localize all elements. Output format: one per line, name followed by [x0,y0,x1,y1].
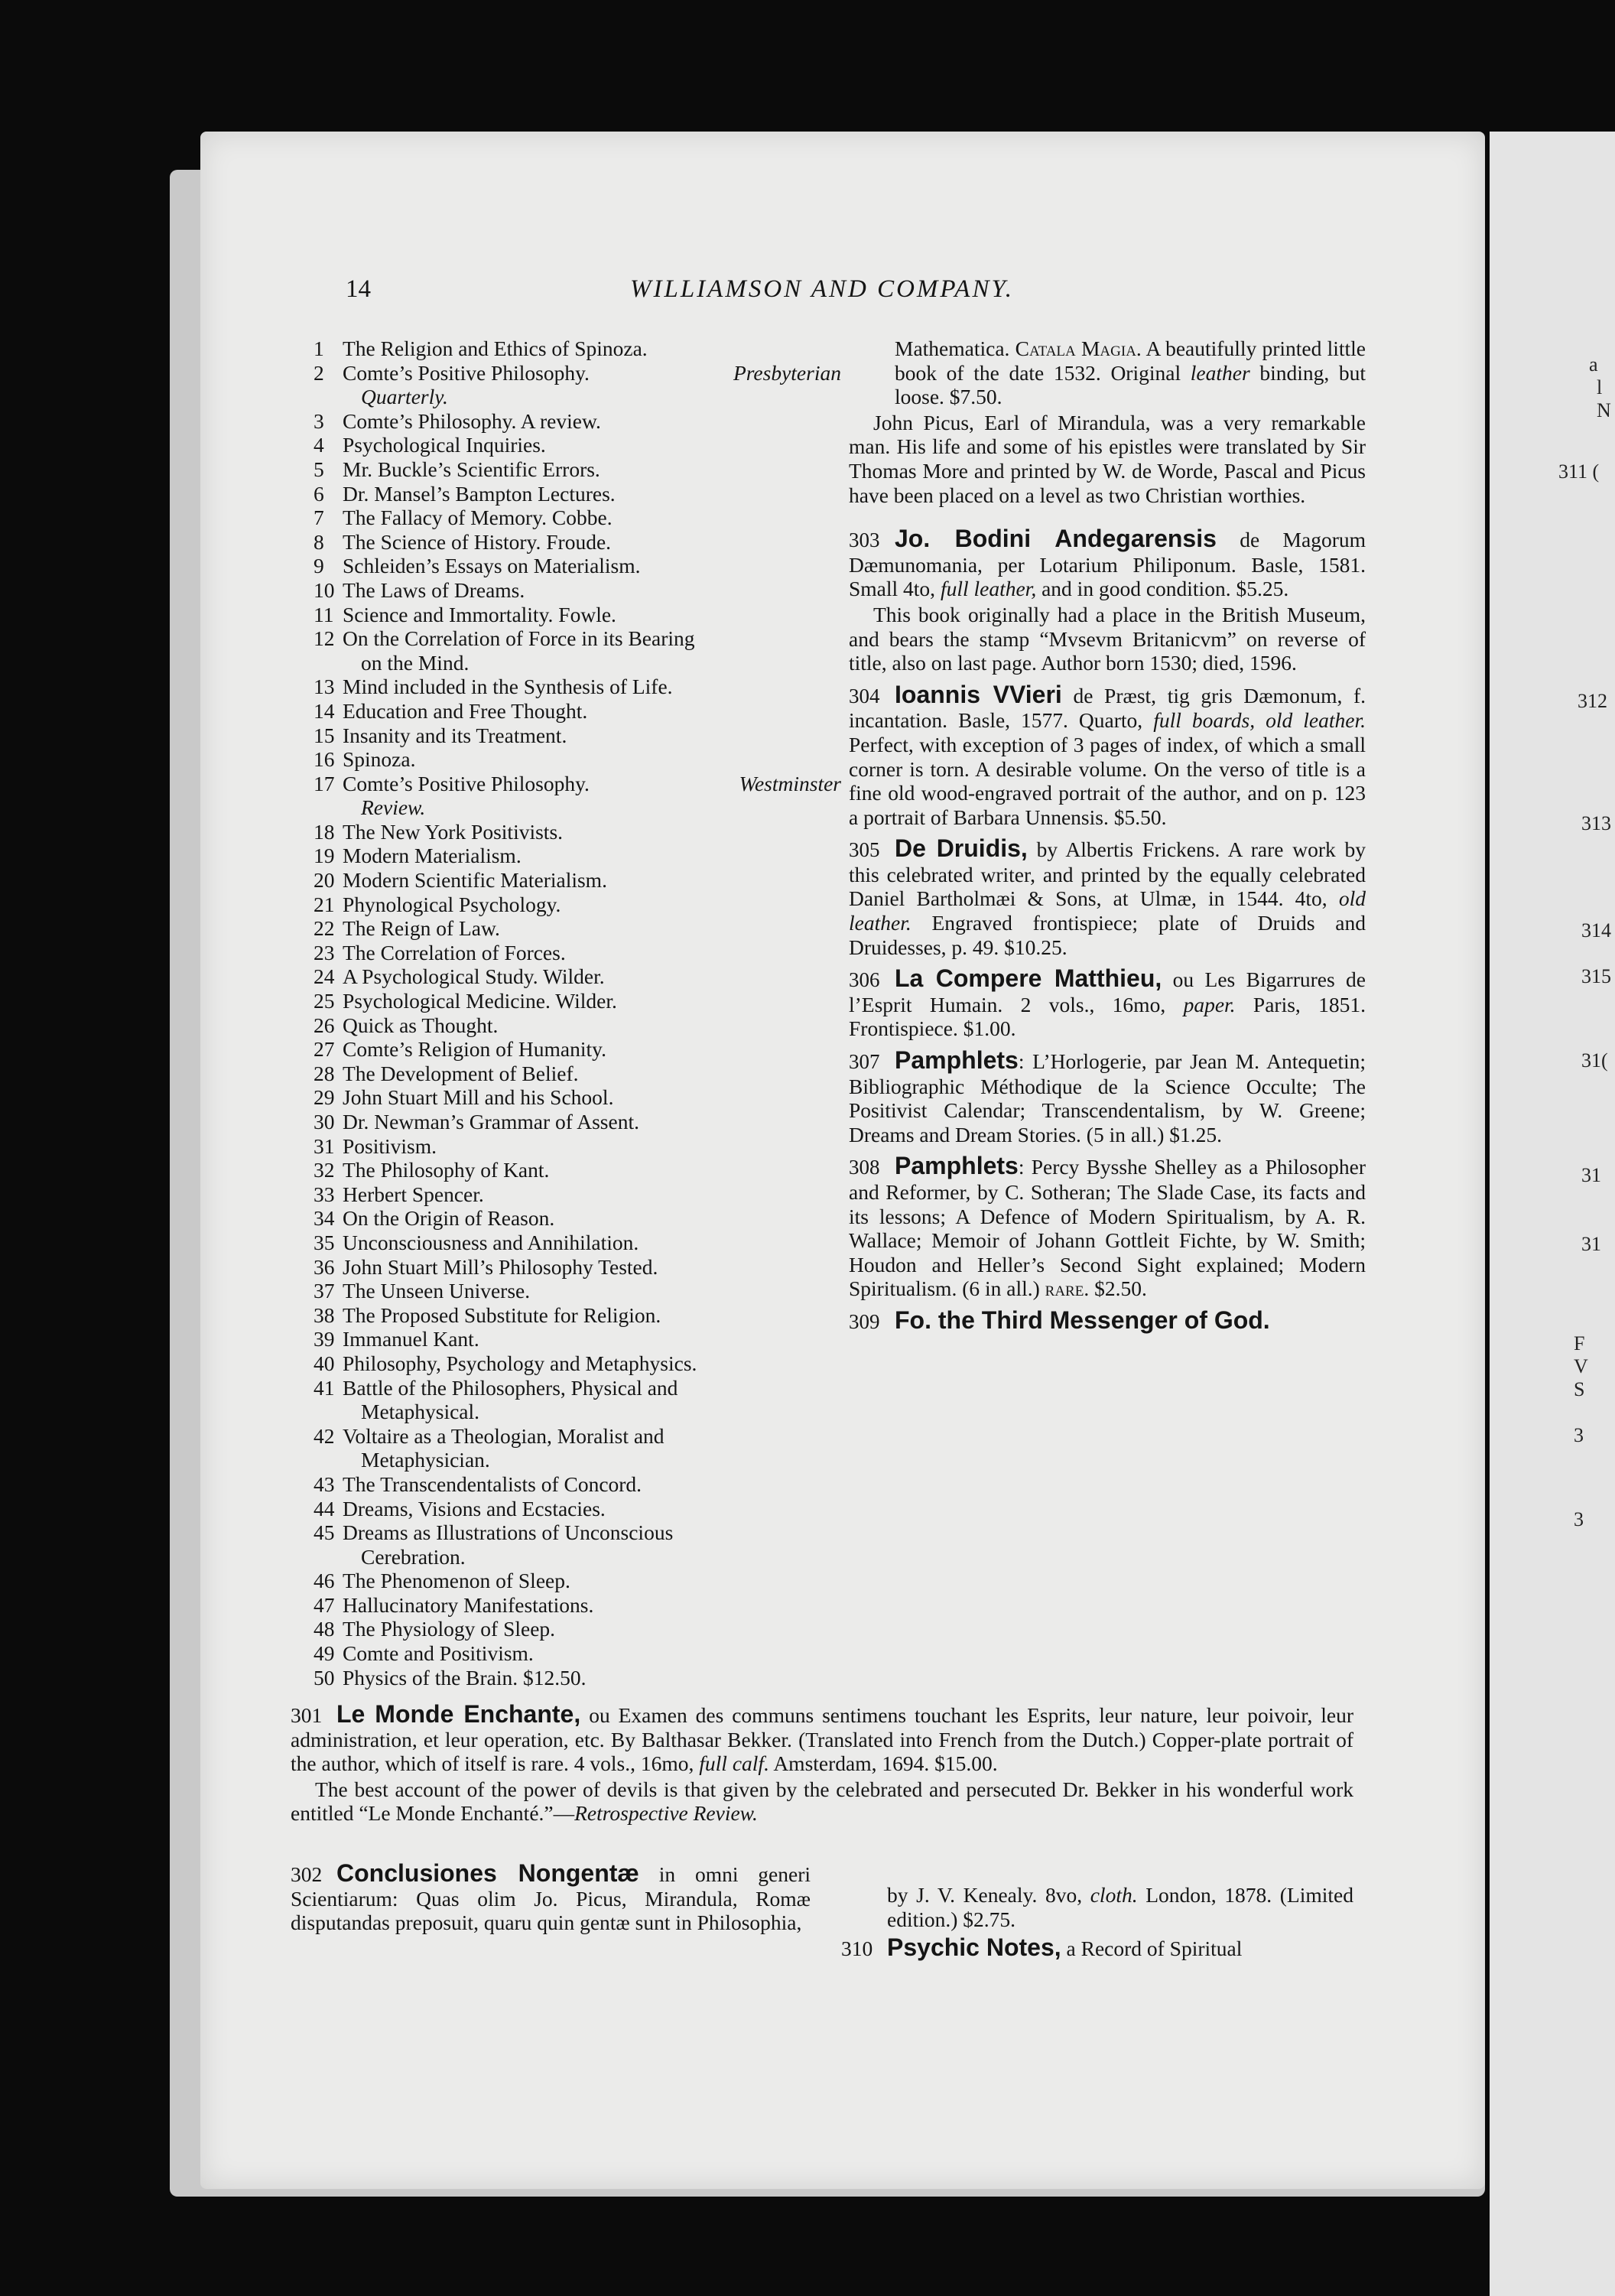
list-item-number: 28 [314,1061,335,1085]
list-item-title: Comte’s Positive Philosophy. Westminster Review. [343,771,841,820]
list-item [314,1593,841,1618]
list-item-title: The Phenomenon of Sleep. [343,1569,570,1593]
list-item [314,433,841,457]
list-item-number: 2 [314,360,324,385]
catalog-entry-306: 306 La Compere Matthieu, ou Les Bigarrures de l’Esprit Humain. 2 vols., 16mo, paper. Paris, 1851. Frontispiece. $1.00. [849,964,1366,1041]
list-item [314,868,841,893]
list-item-number: 1 [314,337,324,360]
list-item-number: 16 [314,747,335,772]
next-page-fragment: l [1597,376,1603,398]
list-item [314,1472,841,1497]
list-item [314,578,841,603]
list-item-title: Comte’s Positive Philosophy. Presbyterian Quarterly. [343,360,841,409]
next-page-fragment: N [1597,399,1611,421]
list-item-number: 12 [314,626,335,651]
list-item [314,361,841,409]
list-item-title: The Science of History. Froude. [343,529,612,554]
list-item [314,820,841,844]
list-item-title: The Correlation of Forces. [343,940,566,964]
list-item-title: Hallucinatory Manifestations. [343,1592,594,1617]
list-item [314,1351,841,1376]
list-item-title: The Reign of Law. [343,916,500,941]
catalog-entry-303: 303 Jo. Bodini Andegarensis de Magorum Dæmunomania, per Lotarium Philiponum. Basle, 1581. Small 4to, full leather, and in good condition. $5.25. [849,525,1366,601]
catalog-entry-305: 305 De Druidis, by Albertis Frickens. A rare work by this celebrated writer, and printed by the equally celebrated Daniel Bartholmæi & Sons, at Ulmæ, in 1544. 4to, old leather. Engraved frontispiece; plate of Druids and Druidesses, p. 49. $10.25. [849,834,1366,959]
list-item-title: The Transcendentalists of Concord. [343,1472,642,1496]
next-page-fragment: 314 [1581,919,1611,941]
list-item [314,1666,841,1690]
list-item [314,699,841,724]
list-item-number: 14 [314,698,335,723]
list-item-title: The Unseen Universe. [343,1279,531,1303]
list-item [314,893,841,917]
list-item-title: Comte’s Philosophy. A review. [343,408,601,433]
list-item [314,772,841,820]
catalog-entry-307: 307 Pamphlets: L’Horlogerie, par Jean M. Antequetin; Bibliographic Méthodique de la Science Occulte; The Positivist Calendar; Transcendentalism, by W. Greene; Dreams and Dream Stories. (5 in all.) $1.25. [849,1046,1366,1146]
next-page-fragment: 315 [1581,965,1611,987]
catalog-entry-308: 308 Pamphlets: Percy Bysshe Shelley as a Philosopher and Reformer, by C. Sotheran; The Slade Case, its facts and its lessons; A Defence of Modern Spiritualism, by A. R. Wallace; Memoir of Johann Gottleit Fichte, by W. Smith; Houdon and Heller’s Second Sight explained; Modern Spiritualism. (6 in all.) rare. $2.50. [849,1152,1366,1301]
next-page-fragment: S [1574,1378,1585,1400]
list-item-title: Dreams, Visions and Ecstacies. [343,1496,606,1520]
next-page-fragment: 312 [1578,690,1607,712]
list-item-title: Modern Scientific Materialism. [343,868,607,893]
list-item-number: 45 [314,1520,335,1545]
list-item-number: 44 [314,1496,335,1520]
list-item-title: A Psychological Study. Wilder. [343,964,605,989]
list-item-number: 34 [314,1206,335,1231]
catalog-entry-309: 309 Fo. the Third Messenger of God. [849,1306,1270,1334]
list-item-number: 43 [314,1472,335,1496]
list-item-number: 33 [314,1182,335,1206]
entry-note: John Picus, Earl of Mirandula, was a very remarkable man. His life and some of his epistles were translated by Sir Thomas More and printed by W. de Worde, Pascal and Picus have been placed on a level as two Christian worthies. [849,410,1366,507]
list-item-title: Education and Free Thought. [343,698,588,723]
list-item [314,916,841,941]
list-item-number: 25 [314,989,335,1013]
list-item-number: 23 [314,940,335,964]
list-item-title: Philosophy, Psychology and Metaphysics. [343,1351,697,1375]
list-item [314,1037,841,1062]
list-item [314,1255,841,1280]
list-item [314,626,841,675]
list-item-title: The Fallacy of Memory. Cobbe. [343,506,613,530]
list-item [314,747,841,772]
list-item-title: Modern Materialism. [343,844,522,868]
list-item-title: The Religion and Ethics of Spinoza. [343,337,648,360]
list-item-title: On the Origin of Reason. [343,1206,555,1231]
list-item [314,530,841,554]
list-item-number: 41 [314,1375,335,1400]
next-page-fragment: a [1589,353,1598,376]
list-item-title: Voltaire as a Theologian, Moralist and Metaphysician. [343,1423,665,1472]
list-item-number: 39 [314,1327,335,1351]
list-item-number: 7 [314,506,324,530]
next-page-fragment: 31 [1581,1233,1601,1255]
list-item [314,603,841,627]
list-item-number: 48 [314,1617,335,1641]
list-item [314,724,841,748]
list-item-title: Mind included in the Synthesis of Life. [343,675,673,699]
list-item-title: Psychological Inquiries. [343,433,546,457]
list-item [314,1134,841,1159]
list-item-number: 40 [314,1351,335,1375]
list-item [314,1617,841,1641]
list-item [314,941,841,965]
entry-note: The best account of the power of devils is that given by the celebrated and persecuted Dr. Bekker in his wonderful work entitled “Le Monde Enchanté.”—Retrospective Review. [291,1777,1353,1826]
list-item-title: Herbert Spencer. [343,1182,484,1206]
list-item [314,1206,841,1231]
list-item-title: Science and Immortality. Fowle. [343,602,616,626]
list-item-number: 35 [314,1230,335,1254]
list-item-number: 17 [314,771,335,795]
list-item [314,554,841,578]
list-item-number: 5 [314,457,324,481]
list-item [314,1182,841,1207]
next-page-fragment: 31 [1581,1164,1601,1186]
list-item-number: 8 [314,529,324,554]
entry-continuation: Mathematica. Catala Magia. A beautifully printed little book of the date 1532. Original leather binding, but loose. $7.50. [895,337,1366,409]
list-item-number: 24 [314,964,335,989]
list-item-number: 20 [314,868,335,893]
list-item-number: 42 [314,1423,335,1448]
list-item-title: Quick as Thought. [343,1013,499,1037]
list-item-number: 3 [314,408,324,433]
list-item [314,964,841,989]
list-item-number: 36 [314,1254,335,1279]
list-item-number: 15 [314,723,335,747]
list-item-title: Physics of the Brain. $12.50. [343,1665,587,1689]
list-item [314,1110,841,1134]
list-item-title: The Proposed Substitute for Religion. [343,1302,661,1327]
list-item-number: 22 [314,916,335,941]
list-item-number: 26 [314,1013,335,1037]
list-item-number: 37 [314,1279,335,1303]
list-item [314,675,841,699]
list-item-number: 9 [314,554,324,578]
list-item-title: Dreams as Illustrations of Unconscious Cerebration. [343,1520,674,1569]
list-item-number: 38 [314,1302,335,1327]
list-item-number: 18 [314,819,335,844]
next-page-fragment: 3 [1574,1424,1584,1446]
right-column [849,337,1366,1335]
list-item [314,337,841,361]
list-item-title: The Physiology of Sleep. [343,1617,556,1641]
list-item-title: John Stuart Mill’s Philosophy Tested. [343,1254,658,1279]
next-page-fragment: 311 ( [1558,460,1600,483]
list-item [314,1062,841,1086]
next-page-fragment: F [1574,1332,1585,1355]
list-item-number: 32 [314,1158,335,1182]
list-item-number: 10 [314,577,335,602]
list-item-title: Insanity and its Treatment. [343,723,567,747]
list-item-title: Comte’s Religion of Humanity. [343,1037,606,1062]
list-item-number: 47 [314,1592,335,1617]
list-item [314,457,841,482]
list-item [314,1376,841,1424]
list-item-title: The Philosophy of Kant. [343,1158,550,1182]
list-item [314,1641,841,1666]
list-item [314,844,841,868]
list-item [314,1231,841,1255]
list-item [314,1520,841,1569]
list-item-number: 11 [314,602,334,626]
list-item-number: 49 [314,1641,335,1666]
list-item [314,1327,841,1351]
list-item-title: On the Correlation of Force in its Bearing on the Mind. [343,626,695,675]
list-item-title: Dr. Newman’s Grammar of Assent. [343,1110,639,1133]
catalog-entry-304: 304 Ioannis VVieri de Præst, tig gris Dæmonum, f. incantation. Basle, 1577. Quarto, full boards, old leather. Perfect, with exception of 3 pages of index, of which a small corner is torn. A desirable volume. On the verso of title is a fine old wood-engraved portrait of the author, and on p. 123 a portrait of Barbara Unnensis. $5.50. [849,680,1366,829]
list-item-title: Comte and Positivism. [343,1641,534,1666]
page-title: WILLIAMSON AND COMPANY. [630,275,1015,303]
list-item-number: 4 [314,433,324,457]
list-item-title: The Laws of Dreams. [343,577,525,602]
list-item-title: The Development of Belief. [343,1061,579,1085]
list-item [314,1279,841,1303]
list-item-title: Schleiden’s Essays on Materialism. [343,554,641,578]
list-item-title: Battle of the Philosophers, Physical and Metaphysical. [343,1375,678,1424]
list-item [314,989,841,1013]
adjacent-page [1490,132,1615,2296]
list-item-number: 50 [314,1665,335,1689]
list-item-number: 21 [314,892,335,916]
catalog-entry-310: 310 Psychic Notes, a Record of Spiritual [841,1933,1243,1962]
list-item-title: Dr. Mansel’s Bampton Lectures. [343,481,616,506]
list-item [314,1424,841,1472]
left-list [314,337,841,1689]
list-item-title: Immanuel Kant. [343,1327,479,1351]
list-item [314,1013,841,1038]
catalog-entry-302: 302 Conclusiones Nongentæ in omni generi Scientiarum: Quas olim Jo. Picus, Mirandula, Romæ disputandas preposuit, quaru quin gentæ sunt in Philosophia, [291,1859,811,1935]
next-page-fragment: 31( [1581,1049,1608,1072]
page-number: 14 [346,275,371,303]
list-item-title: John Stuart Mill and his School. [343,1085,614,1110]
list-item-number: 31 [314,1133,335,1158]
list-item-number: 13 [314,675,335,699]
entry-note: This book originally had a place in the British Museum, and bears the stamp “Mvsevm Britanicvm” on reverse of title, also on last page. Author born 1530; died, 1596. [849,602,1366,675]
list-item-title: Psychological Medicine. Wilder. [343,989,617,1013]
list-item [314,1303,841,1328]
list-item-number: 6 [314,481,324,506]
list-item-number: 29 [314,1085,335,1110]
next-page-fragment: V [1574,1355,1588,1377]
list-item-number: 30 [314,1110,335,1133]
list-item-title: Unconsciousness and Annihilation. [343,1230,639,1254]
list-item-number: 27 [314,1037,335,1062]
list-item [314,1497,841,1521]
entry-continuation: by J. V. Kenealy. 8vo, cloth. London, 1878. (Limited edition.) $2.75. 310 Psychic Notes, a Record of Spiritual [841,1883,1353,1962]
list-item-title: Spinoza. [343,747,416,772]
list-item [314,1085,841,1110]
list-item-number: 19 [314,844,335,868]
list-item-title: Phynological Psychology. [343,892,561,916]
next-page-fragment: 313 [1581,812,1611,834]
list-item-title: Positivism. [343,1133,437,1158]
list-item-title: Mr. Buckle’s Scientific Errors. [343,457,600,481]
next-page-fragment: 3 [1574,1508,1584,1530]
list-item [314,1158,841,1182]
list-item-title: The New York Positivists. [343,819,564,844]
catalog-entry-301: 301 Le Monde Enchante, ou Examen des communs sentimens touchant les Esprits, leur nature, leur poivoir, leur administration, et leur operation, etc. By Balthasar Bekker. (Translated into French from the Dutch.) Copper-plate portrait of the author, which of itself is rare. 4 vols., 16mo, full calf. Amsterdam, 1694. $15.00. The best account of the power of devils is that given by the celebrated and persecuted Dr. Bekker in his wonderful work entitled “Le Monde Enchanté.”—Retrospective Review. [291,1700,1354,1826]
list-item [314,506,841,530]
list-item [314,409,841,434]
list-item [314,482,841,506]
list-item-number: 46 [314,1569,335,1593]
list-item [314,1569,841,1593]
